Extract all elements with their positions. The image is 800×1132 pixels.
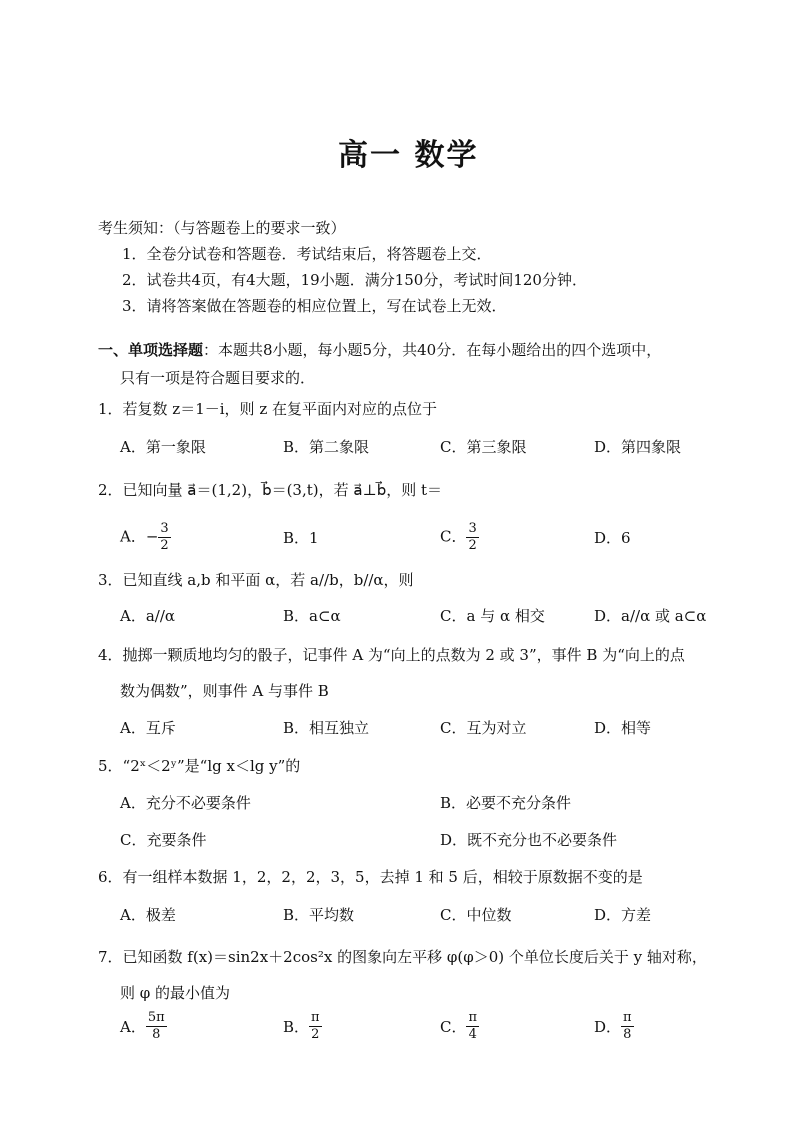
q1-option-b: B．第二象限 bbox=[283, 438, 370, 456]
q6-stem: 6．有一组样本数据 1，2，2，2，3，5，去掉 1 和 5 后，相较于原数据不变的是 bbox=[98, 868, 643, 886]
q5-option-c: C．充要条件 bbox=[120, 831, 207, 849]
notice-item-1: 1．全卷分试卷和答题卷．考试结束后，将答题卷上交． bbox=[122, 245, 492, 263]
section-heading bbox=[98, 340, 661, 360]
q6-option-c: C．中位数 bbox=[440, 906, 512, 924]
section-desc-line1: ：本题共8小题，每小题5分，共40分．在每小题给出的四个选项中， bbox=[203, 341, 662, 359]
section-label: 一、单项选择题 bbox=[98, 341, 204, 359]
q1-stem: 1．若复数 z＝1－i，则 z 在复平面内对应的点位于 bbox=[98, 400, 437, 418]
q2-stem: 2．已知向量 a⃗＝(1,2)，b⃗＝(3,t)，若 a⃗⊥b⃗，则 t＝ bbox=[98, 481, 443, 499]
q4-option-a: A．互斥 bbox=[120, 719, 176, 737]
q1-option-d: D．第四象限 bbox=[594, 438, 682, 456]
q2-option-c: C． $\frac{3}{2}$ bbox=[440, 521, 477, 553]
q3-option-d: D．a//α 或 a⊂α bbox=[594, 607, 707, 625]
q4-option-b: B．相互独立 bbox=[283, 719, 370, 737]
q7-stem-line2: 则 φ 的最小值为 bbox=[120, 984, 231, 1002]
q4-stem-line1: 4．抛掷一颗质地均匀的骰子，记事件 A 为“向上的点数为 2 或 3”，事件 B 为“向上的点 bbox=[98, 646, 685, 664]
fraction: $\frac{3}{2}$ bbox=[468, 521, 477, 553]
fraction: $\frac{5\pi}{8}$ bbox=[147, 1010, 165, 1042]
q3-stem: 3．已知直线 a,b 和平面 α，若 a//b，b//α，则 bbox=[98, 571, 414, 589]
q1-option-c: C．第三象限 bbox=[440, 438, 527, 456]
q5-option-a: A．充分不必要条件 bbox=[120, 794, 251, 812]
q5-option-b: B．必要不充分条件 bbox=[440, 794, 572, 812]
q1-option-a: A．第一象限 bbox=[120, 438, 206, 456]
fraction: $\frac{\pi}{2}$ bbox=[311, 1010, 320, 1042]
q7-option-c: C． $\frac{\pi}{4}$ bbox=[440, 1010, 478, 1042]
q7-stem-line1: 7．已知函数 f(x)＝sin2x＋2cos²x 的图象向左平移 φ(φ＞0) 个单位长度后关于 y 轴对称， bbox=[98, 948, 707, 966]
notice-item-3: 3．请将答案做在答题卷的相应位置上，写在试卷上无效． bbox=[122, 297, 507, 315]
q7-option-a: A． $\frac{5\pi}{8}$ bbox=[120, 1010, 165, 1042]
fraction: $\frac{\pi}{4}$ bbox=[468, 1010, 478, 1042]
section-desc-line2: 只有一项是符合题目要求的． bbox=[120, 369, 316, 387]
fraction: $\frac{\pi}{8}$ bbox=[623, 1010, 632, 1042]
q3-option-b: B．a⊂α bbox=[283, 607, 341, 625]
q3-option-c: C．a 与 α 相交 bbox=[440, 607, 545, 625]
notice-heading: 考生须知：（与答题卷上的要求一致） bbox=[98, 219, 346, 237]
fraction: $\frac{3}{2}$ bbox=[160, 521, 169, 553]
q2-option-a: A．− $\frac{3}{2}$ bbox=[120, 521, 169, 553]
q7-option-d: D． $\frac{\pi}{8}$ bbox=[594, 1010, 632, 1042]
notice-item-2: 2．试卷共4页，有4大题，19小题．满分150分，考试时间120分钟． bbox=[122, 271, 587, 289]
q3-option-a: A．a//α bbox=[120, 607, 176, 625]
q4-option-d: D．相等 bbox=[594, 719, 652, 737]
q4-stem-line2: 数为偶数”，则事件 A 与事件 B bbox=[120, 682, 329, 700]
q5-stem: 5．“2ˣ＜2ʸ”是“lg x＜lg y”的 bbox=[98, 757, 301, 775]
q4-option-c: C．互为对立 bbox=[440, 719, 527, 737]
q2-option-b: B．1 bbox=[283, 529, 319, 547]
q5-option-d: D．既不充分也不必要条件 bbox=[440, 831, 618, 849]
q2-option-d: D．6 bbox=[594, 529, 631, 547]
q6-option-a: A．极差 bbox=[120, 906, 176, 924]
page-title: 高一 数学 bbox=[338, 138, 479, 173]
q6-option-d: D．方差 bbox=[594, 906, 652, 924]
q6-option-b: B．平均数 bbox=[283, 906, 355, 924]
q7-option-b: B． $\frac{\pi}{2}$ bbox=[283, 1010, 320, 1042]
